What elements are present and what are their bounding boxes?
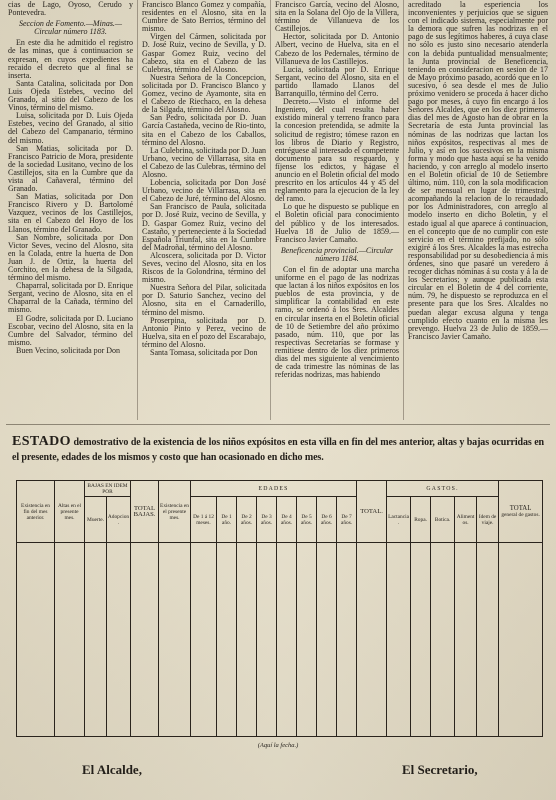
header-total-gastos-label: TOTAL [509,504,532,512]
header-edad: De 7 años. [337,497,357,543]
mine-registration-entry: Lobencia, solicitada por Don José Urbano, vecino de Villarrasa, sita en el Cabezo de Juré, término del Alosno. [142,178,266,204]
table-header-row [17,481,543,497]
table-cell [191,543,217,737]
text-column-3 [270,0,403,420]
mine-registration-entry: La Culebrina, solicitada por D. Juan Urbano, vecino de Villarrasa, sita en el Cabezo de las Culebras, término del Alosno. [142,145,266,179]
header-existencia-anterior: Existencia en fin del mes anterior. [17,481,55,543]
header-gasto: Idem de viaje. [477,497,499,543]
mine-registration-entry: Nuestra Señora del Pilar, solicitada por D. Saturio Sanchez, vecino del Alosno, sita en el Carnaderillo, término del mismo. [142,283,266,317]
mine-registration-entry: Chaparral, solicitada por D. Enrique Sergant, vecino de Alosno, sita en el Chaparral de la Cañada, término del mismo. [8,281,133,315]
header-edad: De 5 años. [297,497,317,543]
mine-registration-entry: San Matias, solicitada por Don Francisco Rivero y D. Bartolomé Vazquez, vecinos de los Castillejos, sita en el Cabezo del Hoyo de los Llanos, término del Granado. [8,192,133,234]
header-gasto: Ropa. [411,497,431,543]
table-cell [107,543,131,737]
header-muerte: Muerte. [85,497,107,543]
header-total-gastos [499,481,543,543]
estado-title [12,434,544,465]
header-gasto: Alimentos. [455,497,477,543]
mine-registration-entry: San Pedro, solicitada por D. Juan García Castañeda, vecino de Rio-tinto, sita en el Cabezo de los Caballos, término del Alosno. [142,113,266,147]
header-total: TOTAL. [357,481,387,543]
table-cell [55,543,85,737]
section-divider [6,424,550,425]
continued-text: Francisco García, vecino del Alosno, sita en la Solana del Ojo de la Villera, término de Villanueva de los Castillejos. [275,0,399,34]
header-edad: De 1 año. [217,497,237,543]
mine-registration-entry: Nuestra Señora de la Concepcion, solicitada por D. Francisco Blanco y Gomez, vecino de Ayamonte, sita en el Cabezo de Riechaco, en la dehesa de la Silgada, término del Alosno. [142,72,266,115]
mine-registration-entry: Hector, solicitada por D. Antonio Albert, vecino de Huelva, sita en el Cabezo de los Pedernales, término de Villanueva de los Castillejos. [275,32,399,66]
table-cell [387,543,411,737]
table-cell [277,543,297,737]
mine-registration-entry: Buen Vecino, solicitada por Don [16,345,121,355]
table-subheader-row [17,497,543,543]
header-total-bajas: TOTAL BAJAS. [131,481,159,543]
continued-text: acreditado la esperiencia los inconvenientes y perjuicios que se siguen con el indicado sistema, especialmente por la demora que sufren las nodrizas en el pago de sus legítimos haberes, á cuya clase no sólo es justo sino necesario atenderla con la debida puntualidad mensualmente; la Junta provincial de Beneficencia, teniendo en consideracion en sesion de 17 de Mayo próximo pasado, acordó que en lo sucesivo, ó sea desde el mes de Julio próximo venidero se proceda á hacer dicho pago por meses, á cuyo fin encargo á los Señores Alcaldes, que en los diez primeros dias del mes de Agosto han de obrar en la Secretaría de esta Junta provincial las nóminas de las nodrizas que lactan los niños expósitos, respectivas al mes de Julio, y así en los sucesivos en la misma forma y modo que hasta aquí se ha venido haciendo, y con arreglo al modelo inserto en el Boletin oficial de 10 de Setiembre último, núm. 110, con la sola modificacion de ser mensual en lugar de trimestral, acompañando la relacion de lo recaudado por los Administradores, con arreglo al modelo inserto en dicho Boletin, y el estado igual al que aparece á continuacion, en el concepto que de no cumplir con este servicio en el término prefijado, no sólo exigiré á los Sres. Alcaldes la mas estrecha responsabilidad por su desobediencia á mis órdenes, sino que pasaré un veredero á recoger dichas nóminas á su costa y á la de los Secretarios; y aunque publicada esta circular en el Boletin de 4 del corriente, núm. 79, he dispuesto se reproduzca en el presente para que los Sres. Alcaldes no puedan alegar excusa alguna y tenga cumplido efecto cuanto en la misma les prevengo. Huelva 23 de Julio de 1859.—Francisco Javier Camaño. [408,0,548,341]
text-column-4 [403,0,552,420]
text-column-2 [137,0,270,420]
mine-registration-entry: Santa Tomasa, solicitada por Don [150,348,258,358]
table-cell [237,543,257,737]
mine-registration-entry: Luisa, solicitada por D. Luis Ojeda Estebes, vecino del Granado, al sitio del Cabezo del Campanario, término del mismo. [8,111,133,145]
bulletin-text-columns [4,0,552,420]
table-cell [411,543,431,737]
mine-registration-entry: Lucia, solicitada por D. Enrique Sergant, vecino del Alosno, sita en el partido llamado Llanos del Barranquillo, término del Cerro. [275,64,399,99]
header-gastos-group: GASTOS. [387,481,499,497]
table-cell [17,543,55,737]
table-cell [337,543,357,737]
table-cell [477,543,499,737]
estado-table [16,480,543,737]
publication-order-paragraph: Lo que he dispuesto se publique en el Boletin oficial para conocimiento del público y de los interesados. Huelva 18 de Julio de 1859.—Francisco Javier Camaño. [275,202,399,244]
table-cell [159,543,191,737]
text-column-1 [4,0,137,420]
estado-title-text: demostrativo de la existencia de los niños expósitos en esta villa en fin del mes anterior, altas y bajas ocurridas en el presente, edades de los mismos y costo que han ocasionado en dicho mes. [12,437,544,463]
section-heading: Seccion de Fomento.—Minas.—Circular número 1183. [18,19,123,37]
header-edades-group: EDADES [191,481,357,497]
circular-paragraph: Con el fin de adoptar una marcha uniforme en el pago de las nodrizas que lactan á los niños expósitos en los pueblos de esta provincia, y de simplificar la contabilidad en este ramo, se ordenó á los Sres. Alcaldes en circular inserta en el Boletin oficial de 10 de Setiembre del año próximo pasado, núm. 110, que por las respectivas Secretarías se formase y remitiese dentro de los diez primeros dias del mes siguiente al vencimiento de cada trimestre las nóminas de las referidas nodrizas, mas habiendo [275,265,399,380]
table-cell [85,543,107,737]
secretario-signature-label: El Secretario, [402,762,478,777]
alcalde-signature-label: El Alcalde, [82,762,142,777]
header-edad: De 1 á 12 meses. [191,497,217,543]
mine-registration-entry: Proserpina, solicitada por D. Antonio Pinto y Perez, vecino de Huelva, sita en el pozo del Escarabajo, término del Alosno. [142,315,266,349]
continued-text: Francisco Blanco Gomez y compañía, residentes en el Alosno, sita en la Cumbre de Sato Berrios, término del mismo. [142,0,266,34]
mine-registration-entry: El Godre, solicitada por D. Luciano Escobar, vecino del Alosno, sita en la Cumbre del Salvador, término del mismo. [8,313,133,347]
table-cell [317,543,337,737]
header-altas: Altas en el presente mes. [55,481,85,543]
decree-paragraph: Decreto.—Visto el informe del Ingeniero, del cual resulta haber existido mineral y terreno franco para la concesion pretendida, se admite la solicitud de registro; tómese razon en los libros de Diario y Registro, entréguese al interesado el competente documento para su resguardo, y fíjense los edictos, y hágase el anuncio en el Boletin oficial del modo prescrito en los artículos 44 y 45 del reglamento para la ejecucion de la ley del ramo. [275,97,399,204]
header-gasto: Botica. [431,497,455,543]
date-placeholder-note: (Aquí la fecha.) [257,742,299,749]
header-existencia-presente: Existencia en el presente mes. [159,481,191,543]
mine-registration-entry: Virgen del Cármen, solicitada por D. José Ruiz, vecino de Sevilla, y D. Gaspar Gomez Ruiz, vecino del Cabezo, sita en el Cabezo de las Culebras, término del Alosno. [142,32,266,74]
mine-registration-entry: Santa Catalina, solicitada por Don Luis Ojeda Estebes, vecino del Granado, al sitio del Cabezo de los Vinos, término del mismo. [8,78,133,113]
table-cell [257,543,277,737]
header-edad: De 4 años. [277,497,297,543]
continued-text: cias de Lago, Oyoso, Cerudo y Pontevedra. [8,0,133,18]
header-edad: De 6 años. [317,497,337,543]
table-body-row [17,543,543,737]
table-cell [431,543,455,737]
header-gasto: Lactancia. [387,497,411,543]
mine-registration-entry: San Matias, solicitada por D. Francisco Patricio de Mora, presidente de la sociedad Lusitano, vecino de los Castillejos, sita en la Cumbre que da vista al Cañaveral, término del Granado. [8,143,133,194]
table-cell [217,543,237,737]
mine-registration-entry: San Nombre, solicitada por Don Victor Seves, vecino del Alosno, sita en la Colada, entre la huerta de Don Juan J. de Ortiz, la huerta del Corchito, en la dehesa de la Silgada, término del mismo. [8,232,133,283]
table-cell [455,543,477,737]
header-adopcion: Adopcion. [107,497,131,543]
table-cell [499,543,543,737]
intro-paragraph: En este dia he admitido el registro de las minas, que á continuacion se expresan, en cuyos expedientes ha recaido el decreto que al final se inserta. [8,38,133,80]
table-cell [357,543,387,737]
section-heading: Beneficencia provincial.—Circular número 1184. [280,245,394,263]
table-cell [131,543,159,737]
mine-registration-entry: Alcoscera, solicitada por D. Victor Seves, vecino del Alosno, sita en los Riscos de la Golondrina, término del mismo. [142,250,266,285]
header-bajas-group: BAJAS EN IDEM POR [85,481,131,497]
estado-title-lead: ESTADO [12,434,71,449]
table-cell [297,543,317,737]
header-edad: De 3 años. [257,497,277,543]
header-edad: De 2 años. [237,497,257,543]
header-total-gastos-sub: general de gastos. [501,511,540,518]
mine-registration-entry: San Francisco de Paula, solicitada por D. José Ruiz, vecino de Sevilla, y D. Gaspar Gomez Ruiz, vecino del Castaño, y perteneciente á la Sociedad Española Triunfal, sita en la Cumbre del Madroñal, término del Alosno. [142,202,266,252]
